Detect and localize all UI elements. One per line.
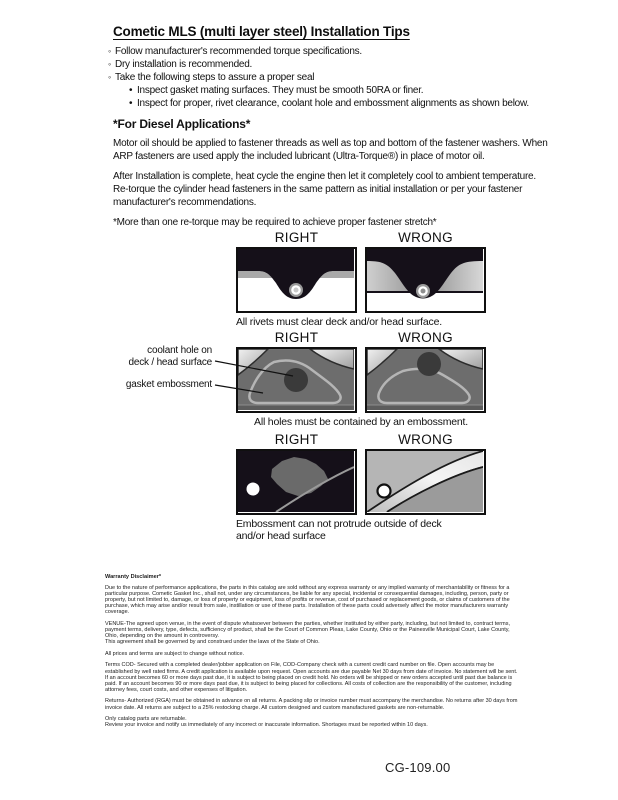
tip-sub-item xyxy=(108,84,548,97)
tip-text: Inspect gasket mating surfaces. They must be smooth 50RA or finer. xyxy=(137,85,424,96)
right-label: RIGHT xyxy=(274,230,319,245)
tip-item xyxy=(108,45,548,58)
tip-text: Dry installation is recommended. xyxy=(115,59,253,70)
rivet-icon xyxy=(289,283,303,297)
holes-right-illustration xyxy=(236,347,357,413)
tip-item xyxy=(108,71,548,84)
dot-bullet-icon: • xyxy=(129,98,133,109)
embossment-protrusion-diagram xyxy=(236,432,496,542)
protrusion-caption: Embossment can not protrude outside of deck and/or head surface xyxy=(236,518,442,542)
diesel-paragraph: After Installation is complete, heat cycle the engine then let it completely cool to ambient temperature. Re-torque the cylinder head fasteners in the same pattern as initial installation or per your fastener manufacturer's recommendations. xyxy=(113,171,536,208)
rivet-right-illustration xyxy=(236,247,357,313)
bolt-hole-icon xyxy=(247,483,260,496)
rivet-touch-wrong-drawing xyxy=(367,249,483,310)
tip-text: Inspect for proper, rivet clearance, coolant hole and embossment alignments as shown below. xyxy=(137,98,529,109)
disclaimer-heading: Warranty Disclaimer* xyxy=(105,574,162,580)
rivet-icon xyxy=(416,284,430,298)
annotation-line: deck / head surface xyxy=(128,356,212,368)
protrusion-wrong-illustration xyxy=(365,449,486,515)
protrusion-right-illustration xyxy=(236,449,357,515)
disclaimer-paragraph: VENUE-The agreed upon venue, in the event of dispute whatsoever between the parties, whether instituted by either party, including, but not limited to, contract terms, payment terms, delivery, type, defects, sufficiency of product, shall be the Court of Common Pleas, Lake County, Ohio or the Painesville Municipal Court, Lake County, Ohio, depending on the amount in controversy. xyxy=(105,620,510,640)
wrong-label: WRONG xyxy=(398,330,453,345)
warranty-disclaimer-section xyxy=(105,574,518,734)
disclaimer-paragraph: Due to the nature of performance applications, the parts in this catalog are sold without any express warranty or any implied warranty of merchantability or fitness for a particular purpose. Cometic Gasket Inc., shall not, under any circumstances, be liable for any special, incidental or consequential damages, including, person, party or property, but not limited to, damage, or loss of property or equipment, loss of profits or revenue, cost of purchased or replacement goods, or claims of customers of the purchase, which may arise and/or result from sale, instillation or use of these parts. Installation of these parts could adversely affect the motor manufacturers warranty coverage. xyxy=(105,585,510,616)
diesel-heading: *For Diesel Applications* xyxy=(113,117,251,131)
circle-bullet-icon: ◦ xyxy=(108,59,111,69)
right-label: RIGHT xyxy=(274,330,319,345)
holes-caption: All holes must be contained by an embossment. xyxy=(254,416,468,428)
rivet-wrong-illustration xyxy=(365,247,486,313)
rivet-clear-right-drawing xyxy=(238,249,354,310)
bolt-hole-icon xyxy=(378,485,391,498)
wrong-label: WRONG xyxy=(398,432,453,447)
disclaimer-paragraph: Returns- Authorized (RGA) must be obtained in advance on all returns. A packing slip or invoice number must accompany the merchandise. No returns after 30 days from invoice date. All returns are subject to a 25% restocking charge. All custom designed and custom manufactured gaskets are non-returnable. xyxy=(105,698,518,711)
dot-bullet-icon: • xyxy=(129,85,133,96)
embossment-containment-diagram xyxy=(0,330,618,430)
embossment-inside-deck-drawing xyxy=(238,451,354,512)
coolant-hole-icon xyxy=(284,368,308,392)
coolant-hole-annotation xyxy=(0,345,212,368)
holes-wrong-illustration xyxy=(365,347,486,413)
circle-bullet-icon: ◦ xyxy=(108,46,111,56)
circle-bullet-icon: ◦ xyxy=(108,72,111,82)
rivet-caption: All rivets must clear deck and/or head surface. xyxy=(236,316,442,328)
tip-item xyxy=(108,58,548,71)
rivet-clearance-diagram xyxy=(236,230,496,328)
wrong-label: WRONG xyxy=(398,230,453,245)
diesel-paragraph: Motor oil should be applied to fastener threads as well as top and bottom of the fastener washers. When ARP fasteners are used apply the included lubricant (Ultra-Torque®) in place of motor oil. xyxy=(113,138,548,162)
holes-diagram-inner xyxy=(236,330,486,428)
diesel-paragraph: *More than one re-torque may be required to achieve proper fastener stretch* xyxy=(113,217,437,228)
tip-text: Take the following steps to assure a proper seal xyxy=(115,72,315,83)
tip-text: Follow manufacturer's recommended torque specifications. xyxy=(115,46,362,57)
embossment-outside-deck-drawing xyxy=(367,451,483,512)
disclaimer-paragraph: This agreement shall be governed by and construed under the laws of the State of Ohio. xyxy=(105,639,320,646)
diesel-applications-section xyxy=(113,117,553,236)
disclaimer-paragraph: Review your invoice and notify us immediately of any incorrect or inaccurate information. Shortages must be reported within 10 days. xyxy=(105,722,428,729)
disclaimer-paragraph: Terms COD- Secured with a completed dealer/jobber application on File, COD-Company check with a current credit card number on file. Open accounts may be established by well rated firms. A credit application is available upon request. Open accounts are due payable Net 30 days from date of invoice. No statement will be sent. If an account becomes 60 or more days past due, it is subject to being placed on credit hold. No orders will be shipped or new orders accepted until past due balance is paid. If an account becomes 90 or more days past due, it is subject to being placed for collections. All costs of collection are the responsibility of the customer, including attorney fees, court costs, and other expenses of litigation. xyxy=(105,662,518,693)
disclaimer-paragraph: Only catalog parts are returnable. xyxy=(105,716,187,723)
hole-outside-embossment-drawing xyxy=(367,349,483,410)
right-label: RIGHT xyxy=(274,432,319,447)
annotation-line: coolant hole on xyxy=(147,345,212,356)
hole-inside-embossment-drawing xyxy=(238,349,354,410)
tip-sub-item xyxy=(108,97,548,110)
page-title: Cometic MLS (multi layer steel) Installation Tips xyxy=(113,24,410,39)
coolant-hole-icon xyxy=(417,352,441,376)
disclaimer-paragraph: All prices and terms are subject to change without notice. xyxy=(105,650,245,657)
installation-tips-section xyxy=(108,24,548,110)
gasket-embossment-annotation: gasket embossment xyxy=(125,379,212,390)
page-number: CG-109.00 xyxy=(385,760,451,775)
